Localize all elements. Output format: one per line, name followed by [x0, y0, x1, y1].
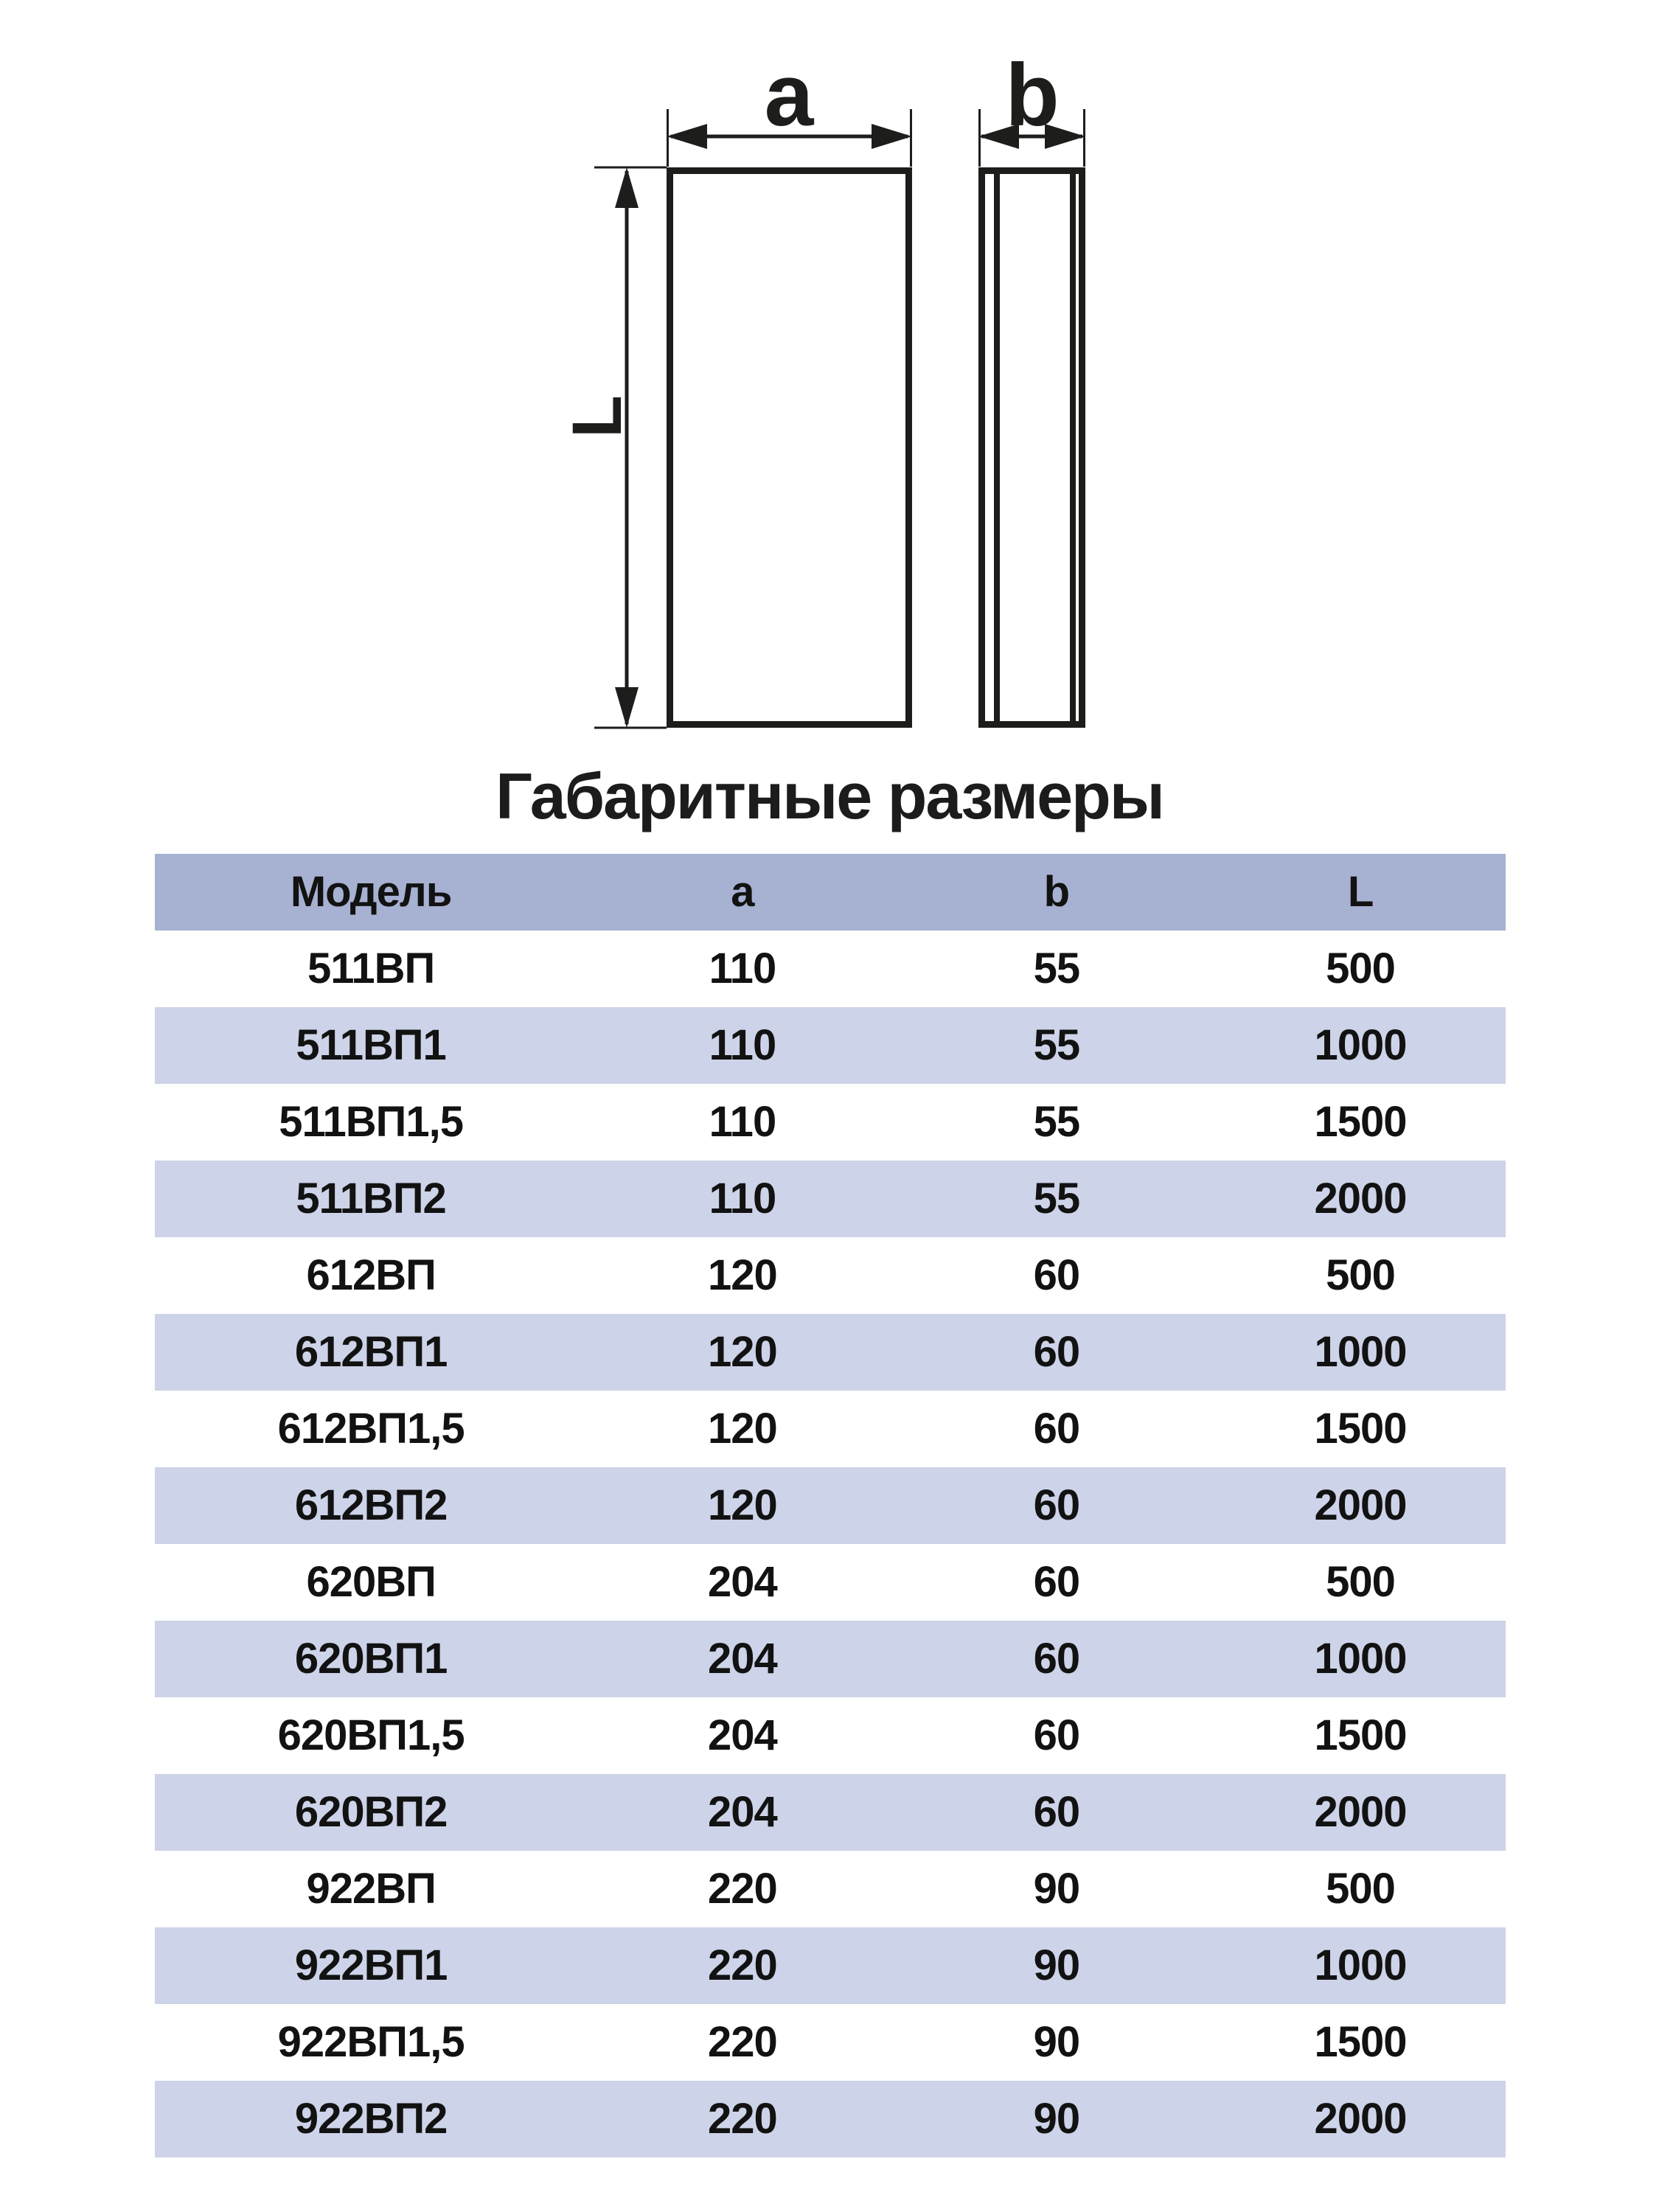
cell-l: 1500	[1314, 1405, 1407, 1453]
cell-model: 612ВП	[306, 1251, 436, 1299]
cell-b: 60	[1033, 1558, 1080, 1606]
cell-b: 60	[1033, 1405, 1080, 1453]
cell-l: 1000	[1314, 1941, 1407, 1989]
dim-a-arrowhead-right	[872, 124, 912, 149]
cell-l: 1000	[1314, 1635, 1407, 1683]
table-row	[155, 2004, 1506, 2081]
table-row	[155, 1391, 1506, 1467]
cell-model: 922ВП2	[294, 2095, 448, 2143]
cell-model: 511ВП2	[296, 1175, 446, 1222]
table-row	[155, 1237, 1506, 1314]
cell-l: 500	[1326, 1558, 1395, 1606]
cell-a: 120	[708, 1481, 777, 1529]
table-row	[155, 1084, 1506, 1161]
table-row	[155, 1927, 1506, 2004]
dimension-drawing	[516, 29, 1180, 855]
cell-a: 220	[708, 2095, 777, 2143]
dim-l-arrowhead-bottom	[615, 687, 639, 728]
cell-a: 204	[708, 1711, 777, 1759]
table-row	[155, 1314, 1506, 1391]
dimensions-table	[155, 854, 1506, 2157]
cell-l: 1000	[1314, 1328, 1407, 1376]
table-row	[155, 1774, 1506, 1851]
dim-l-label: L	[558, 394, 636, 439]
cell-l: 1500	[1314, 1098, 1407, 1146]
cell-model: 511ВП1,5	[279, 1098, 463, 1146]
cell-a: 110	[709, 1021, 776, 1069]
cell-b: 90	[1033, 1941, 1080, 1989]
dim-b-label: b	[1005, 46, 1060, 145]
header-cell-b: b	[1043, 868, 1070, 916]
cell-model: 620ВП1,5	[277, 1711, 465, 1759]
cell-model: 612ВП1	[294, 1328, 448, 1376]
front-view-rect	[670, 171, 909, 725]
drawing-caption: Габаритные размеры	[495, 759, 1164, 832]
cell-l: 1500	[1314, 1711, 1407, 1759]
cell-model: 511ВП1	[296, 1021, 446, 1069]
dim-a-label: a	[764, 46, 814, 145]
table-row	[155, 1621, 1506, 1697]
cell-a: 204	[708, 1635, 777, 1683]
cell-l: 500	[1326, 945, 1395, 992]
cell-b: 90	[1033, 2018, 1080, 2066]
table-row	[155, 1851, 1506, 1927]
cell-l: 2000	[1314, 1481, 1407, 1529]
cell-b: 55	[1033, 1175, 1080, 1222]
table-row	[155, 1697, 1506, 1774]
cell-b: 60	[1033, 1251, 1080, 1299]
table-header-row	[155, 854, 1506, 931]
cell-b: 60	[1033, 1788, 1080, 1836]
dim-a-arrowhead-left	[667, 124, 707, 149]
cell-a: 110	[709, 1098, 776, 1146]
cell-a: 220	[708, 1941, 777, 1989]
cell-b: 90	[1033, 2095, 1080, 2143]
cell-model: 922ВП1	[294, 1941, 448, 1989]
cell-b: 90	[1033, 1865, 1080, 1913]
table-row	[155, 1007, 1506, 1084]
cell-l: 500	[1326, 1251, 1395, 1299]
cell-a: 120	[708, 1328, 777, 1376]
cell-b: 55	[1033, 945, 1080, 992]
cell-a: 110	[709, 1175, 776, 1222]
cell-b: 60	[1033, 1328, 1080, 1376]
table-row	[155, 931, 1506, 1007]
cell-a: 220	[708, 2018, 777, 2066]
header-cell-a: a	[731, 868, 754, 916]
cell-l: 2000	[1314, 2095, 1407, 2143]
header-cell-l: L	[1347, 868, 1374, 916]
table-row	[155, 2081, 1506, 2157]
cell-a: 204	[708, 1558, 777, 1606]
cell-a: 110	[709, 945, 776, 992]
cell-a: 120	[708, 1405, 777, 1453]
cell-b: 55	[1033, 1021, 1080, 1069]
cell-l: 2000	[1314, 1788, 1407, 1836]
cell-model: 612ВП1,5	[277, 1405, 465, 1453]
cell-model: 620ВП2	[294, 1788, 448, 1836]
cell-model: 620ВП	[306, 1558, 436, 1606]
cell-a: 220	[708, 1865, 777, 1913]
dim-l-arrowhead-top	[615, 167, 639, 208]
cell-l: 1000	[1314, 1021, 1407, 1069]
table-row	[155, 1161, 1506, 1237]
table-row	[155, 1467, 1506, 1544]
cell-model: 612ВП2	[294, 1481, 448, 1529]
cell-a: 204	[708, 1788, 777, 1836]
cell-model: 922ВП1,5	[277, 2018, 465, 2066]
cell-l: 1500	[1314, 2018, 1407, 2066]
cell-l: 500	[1326, 1865, 1395, 1913]
cell-model: 620ВП1	[294, 1635, 448, 1683]
cell-b: 60	[1033, 1481, 1080, 1529]
cell-b: 60	[1033, 1635, 1080, 1683]
cell-b: 60	[1033, 1711, 1080, 1759]
cell-a: 120	[708, 1251, 777, 1299]
cell-model: 922ВП	[306, 1865, 436, 1913]
cell-model: 511ВП	[307, 945, 435, 992]
table-row	[155, 1544, 1506, 1621]
cell-b: 55	[1033, 1098, 1080, 1146]
cell-l: 2000	[1314, 1175, 1407, 1222]
header-cell-model: Модель	[290, 868, 452, 916]
